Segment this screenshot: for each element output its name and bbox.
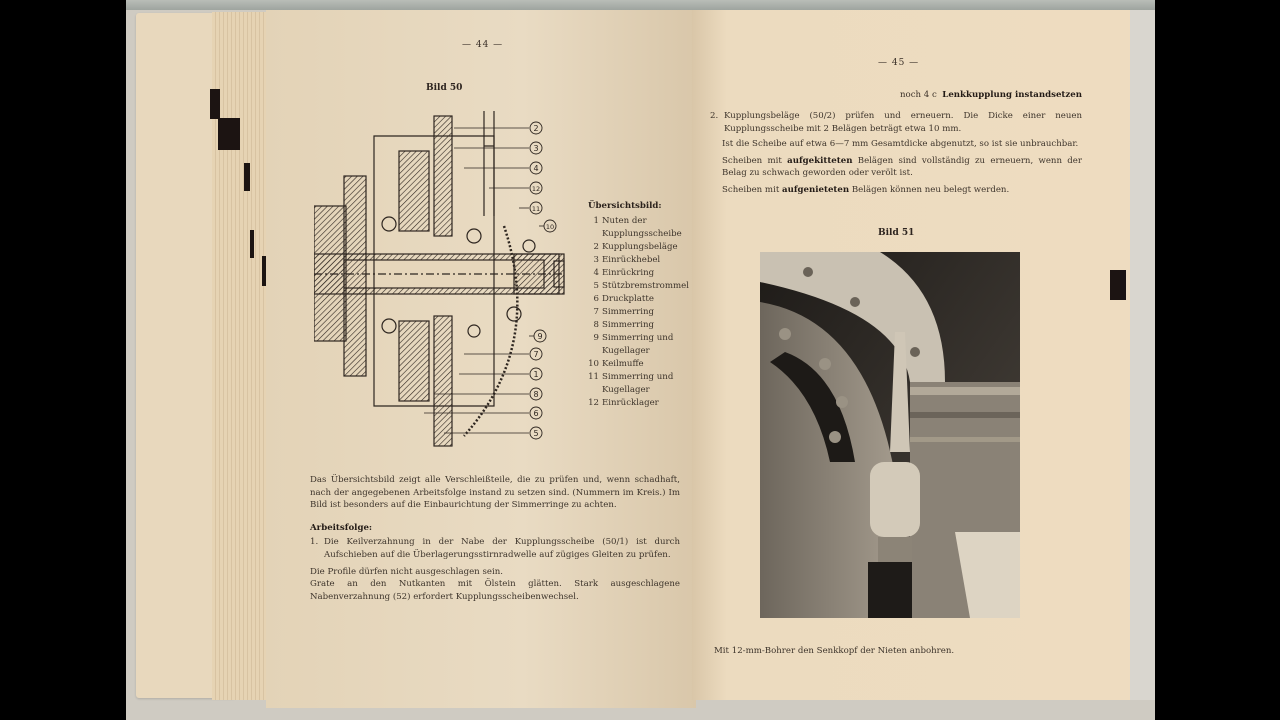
legend-title: Übersichtsbild:	[588, 201, 662, 211]
legend-item: 2 Kupplungsbeläge	[593, 242, 678, 252]
figure-title-bild-50: Bild 50	[426, 83, 463, 93]
svg-text:4: 4	[533, 164, 539, 173]
legend-item: 5 Stützbremstrommel	[593, 281, 689, 291]
svg-text:3: 3	[533, 144, 539, 153]
running-head: noch 4 c Lenkkupplung instandsetzen	[900, 90, 1082, 100]
step-2: 2. Kupplungsbeläge (50/2) prüfen und erneuern. Die Dicke einer neuen Kupplungsscheibe mit 2 Belägen beträgt etwa 10 mm.	[710, 111, 1082, 134]
para-worn-disc: Ist die Scheibe auf etwa 6—7 mm Gesamtdicke abgenutzt, so ist sie unbrauchbar.	[722, 139, 1079, 150]
photo-drilling-rivets	[760, 252, 1020, 618]
index-tab	[210, 89, 220, 119]
legend-item: 6 Druckplatte	[593, 294, 654, 304]
svg-text:5: 5	[533, 429, 539, 438]
svg-text:1: 1	[533, 370, 539, 379]
figure-legend	[588, 200, 688, 410]
index-tab	[244, 163, 250, 191]
legend-item: 4 Einrückring	[593, 268, 655, 278]
legend-item: 10 Keilmuffe	[588, 359, 644, 369]
para-bonded-linings: Scheiben mit aufgekitteten Belägen sind vollständig zu erneuern, wenn der Belag zu schwach geworden oder verölt ist.	[722, 155, 1082, 179]
svg-text:6: 6	[533, 409, 539, 418]
scanner-top-edge	[126, 0, 1155, 10]
intro-paragraph: Das Übersichtsbild zeigt alle Verschleißteile, die zu prüfen und, wenn schadhaft, nach der angegebenen Arbeitsfolge instand zu setzen sind. (Nummern im Kreis.) Im Bild ist besonders auf die Einbaurichtung der Simmerringe zu achten.	[310, 475, 680, 511]
para-riveted-linings: Scheiben mit aufgenieteten Belägen können neu belegt werden.	[722, 184, 1010, 195]
photo-drilling-rivets-image	[760, 252, 1020, 618]
legend-item: 3 Einrückhebel	[593, 255, 661, 265]
figure-caption-bild-51: Mit 12-mm-Bohrer den Senkkopf der Nieten anbohren.	[714, 646, 955, 656]
index-tab	[218, 118, 240, 150]
callout-2: 2	[533, 124, 539, 133]
index-tab	[1110, 270, 1126, 300]
section-heading: Arbeitsfolge:	[310, 522, 373, 533]
right-page-body	[710, 110, 1082, 201]
page-number-left: — 44 —	[462, 40, 504, 50]
svg-text:9: 9	[537, 332, 543, 341]
svg-text:12: 12	[531, 185, 541, 193]
step-1: 1. Die Keilverzahnung in der Nabe der Kupplungsscheibe (50/1) ist durch Aufschieben auf die Überlagerungsstirnradwelle auf zügiges Gleiten zu prüfen.	[310, 537, 680, 560]
page-stack-edge	[212, 12, 272, 700]
page-number-right: — 45 —	[878, 58, 920, 68]
scanner-right-edge	[1130, 10, 1155, 700]
legend-item: 12 Einrücklager	[588, 398, 659, 408]
figure-title-bild-51: Bild 51	[878, 228, 915, 238]
svg-text:11: 11	[531, 205, 541, 213]
note-profiles: Die Profile dürfen nicht ausgeschlagen sein.	[310, 566, 503, 577]
scan-background	[126, 0, 1155, 720]
index-tab	[250, 230, 254, 258]
svg-text:10: 10	[545, 223, 555, 231]
legend-item: 8 Simmerring	[593, 320, 655, 330]
left-page-body	[310, 474, 680, 607]
legend-item: 9 Simmerring und Kugellager	[593, 333, 674, 356]
legend-item: 1 Nuten der Kupplungsscheibe	[593, 216, 682, 239]
legend-item: 11 Simmerring und Kugellager	[588, 372, 674, 395]
legend-item: 7 Simmerring	[593, 307, 655, 317]
svg-text:8: 8	[533, 390, 539, 399]
svg-text:7: 7	[533, 350, 539, 359]
clutch-cross-section-diagram	[314, 106, 584, 451]
note-burrs: Grate an den Nutkanten mit Ölstein glätten. Stark ausgeschlagene Nabenverzahnung (52) erfordert Kupplungsscheibenwechsel.	[310, 579, 680, 602]
